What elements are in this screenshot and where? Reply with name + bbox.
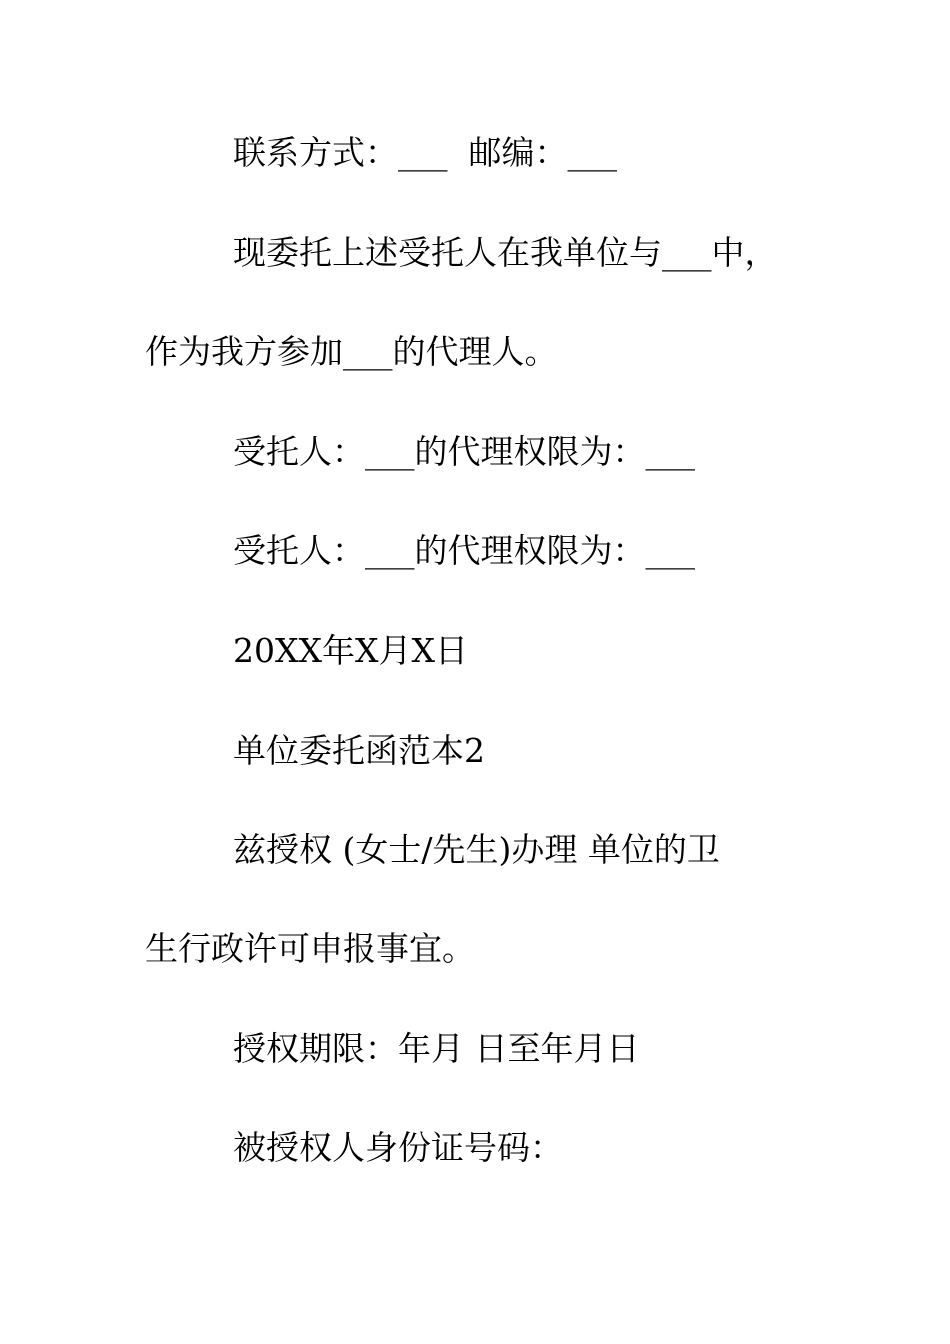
entrust-paragraph-line-2: 作为我方参加___的代理人。: [145, 332, 558, 371]
agent-authority-line-2: 受托人：___的代理权限为：___: [233, 531, 695, 570]
entrust-paragraph-line-1: 现委托上述受托人在我单位与___中，: [233, 233, 778, 272]
authorization-period-line: 授权期限：年月 日至年月日: [233, 1029, 640, 1068]
agent-authority-line-1: 受托人：___的代理权限为：___: [233, 432, 695, 471]
template-heading: 单位委托函范本2: [233, 731, 485, 770]
contact-info-line: 联系方式：___ 邮编：___: [233, 133, 617, 172]
authorization-paragraph-line-2: 生行政许可申报事宜。: [145, 929, 475, 968]
id-number-line: 被授权人身份证号码：: [233, 1128, 563, 1167]
authorization-paragraph-line-1: 兹授权 (女士/先生)办理 单位的卫: [233, 830, 720, 869]
date-line: 20XX年X月X日: [233, 631, 468, 670]
